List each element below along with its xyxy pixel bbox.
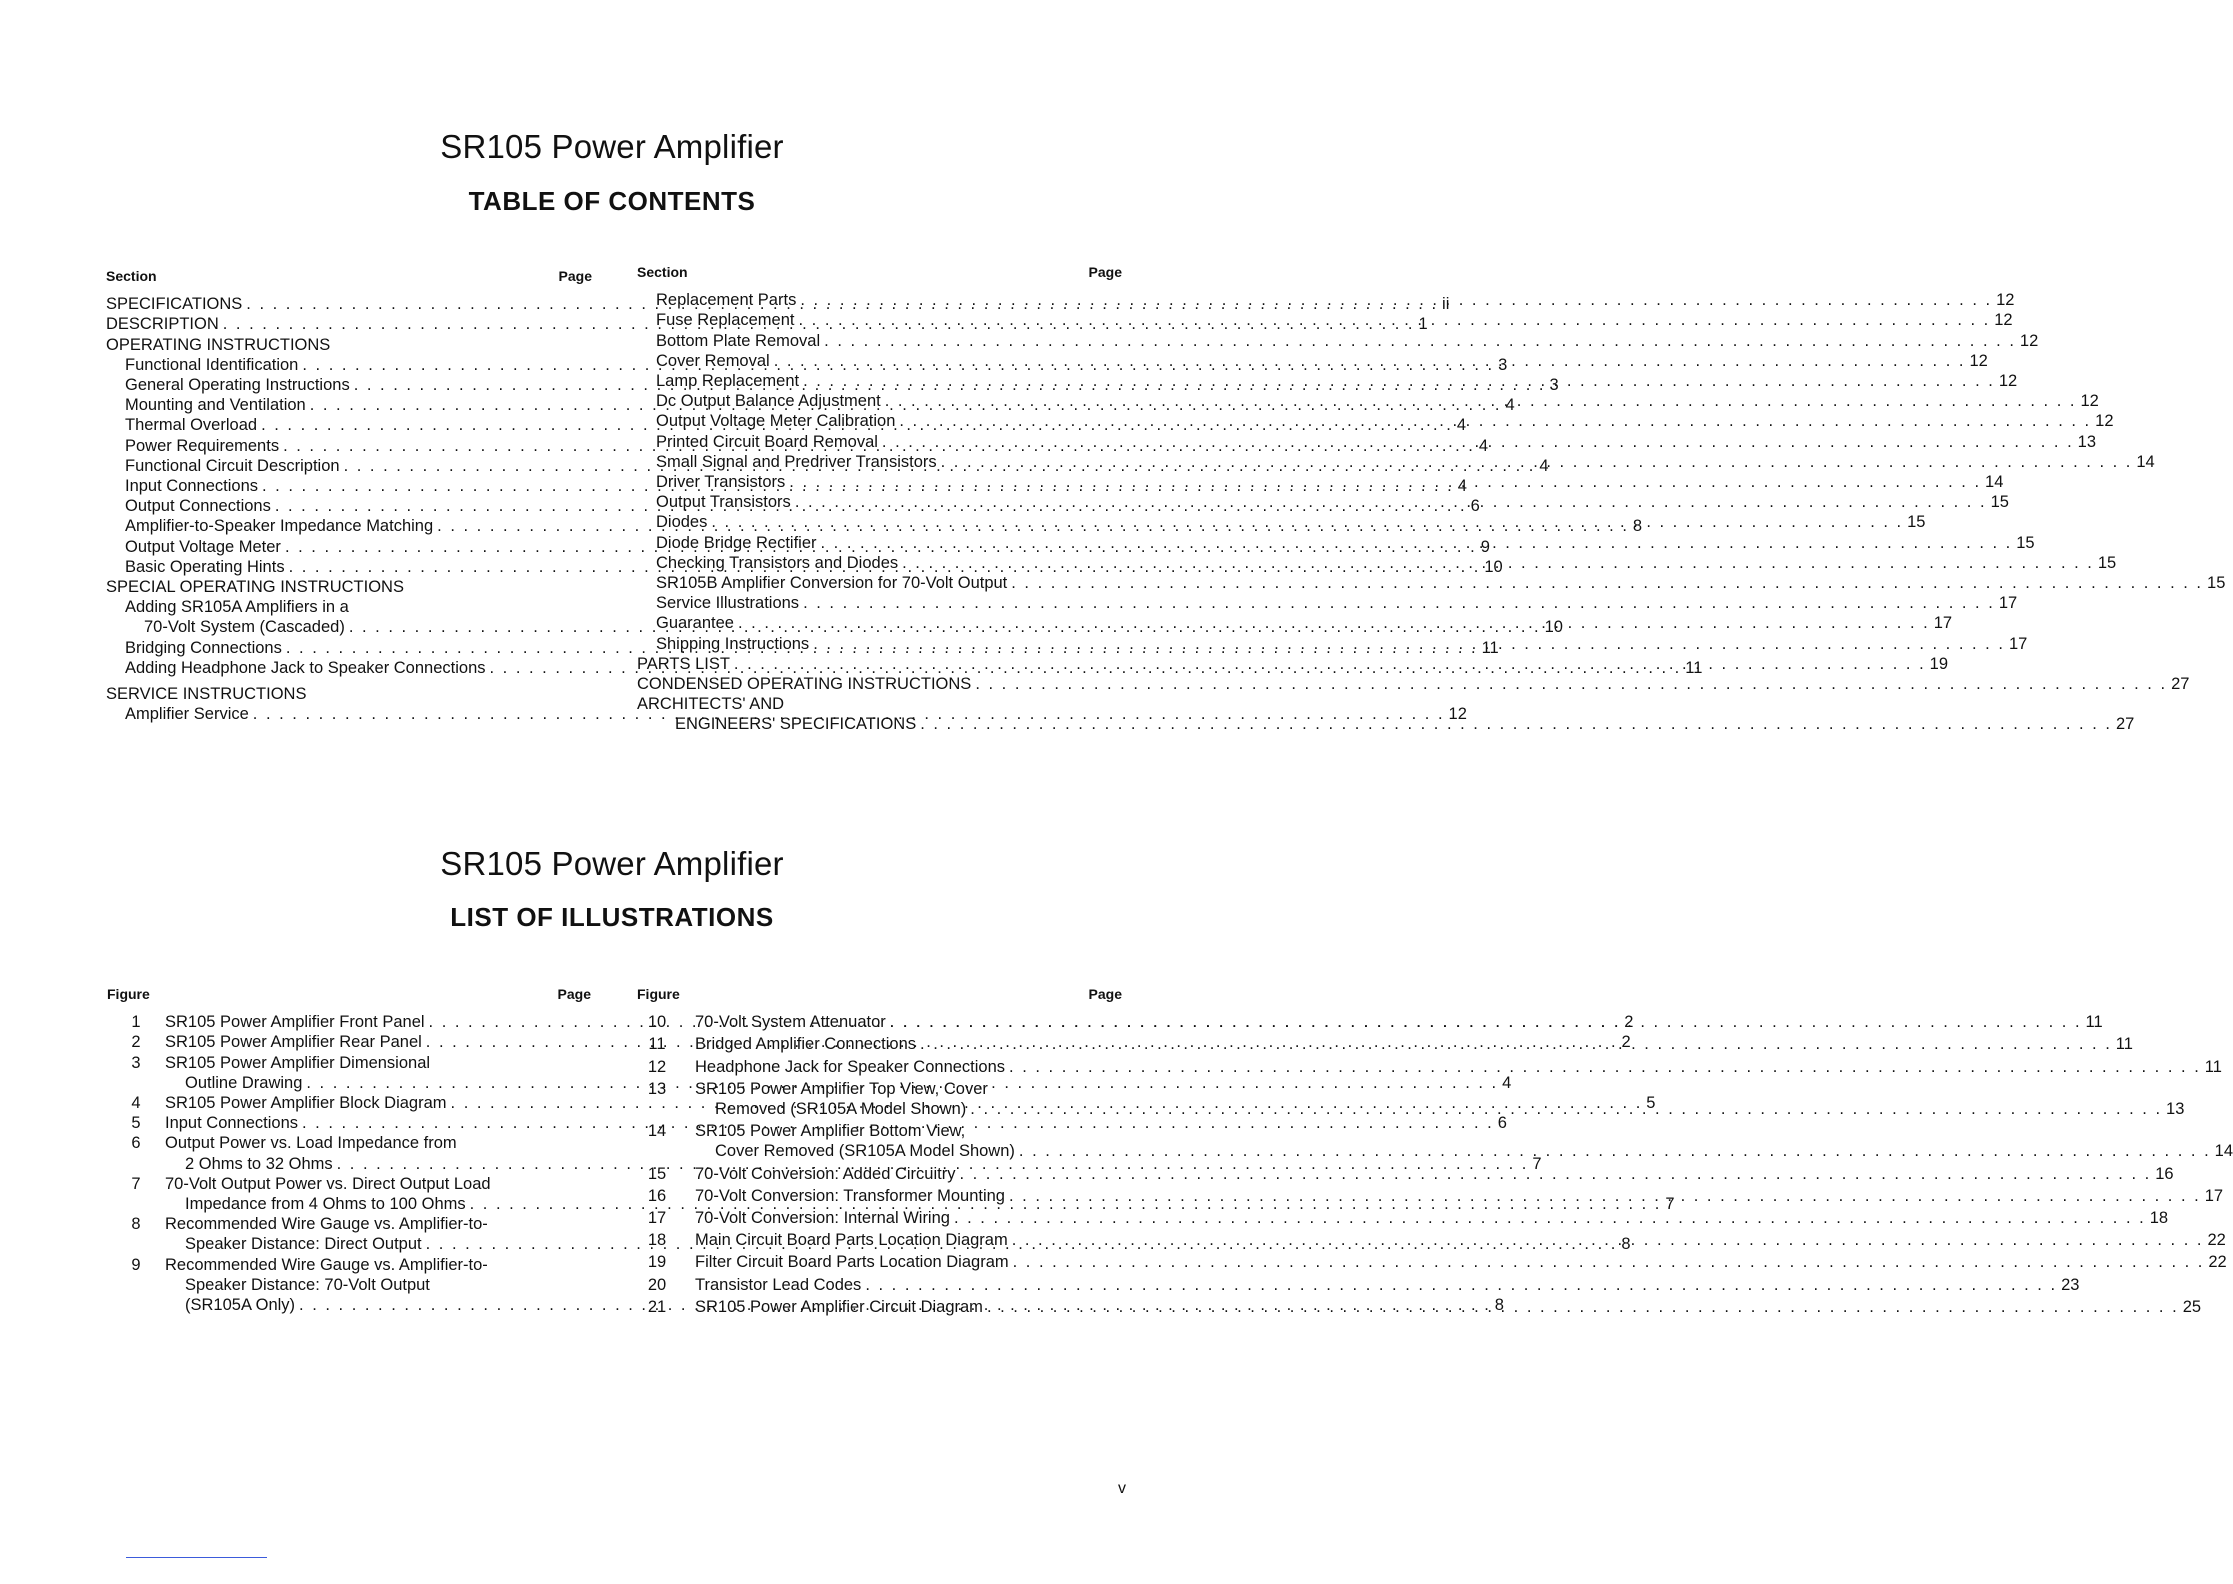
figure-page: 23 [2061,1275,2080,1294]
toc-entry: Output Voltage Meter . . . 9 [106,537,592,557]
figure-page: 11 [2085,1013,2103,1032]
figure-number: 17 [647,1209,667,1228]
figure-column-label: Figure [107,986,150,1002]
loi-title: SR105 Power Amplifier [440,845,784,882]
toc-entry: Input Connections . . . 4 [106,476,592,496]
figure-page: 8 [1494,1296,1504,1315]
figure-caption-line: 70-Volt Conversion: Added Circuitry . . . 16 [695,1164,2174,1184]
toc-entry: Mounting and Ventilation . . . 4 [106,395,592,415]
toc-entry: Service Illustrations . . . 17 [637,593,1122,613]
toc-entry: Thermal Overload . . . 4 [106,415,592,435]
figure-page: 13 [2166,1100,2185,1119]
figure-caption-line: SR105 Power Amplifier Bottom View, [695,1122,966,1141]
figure-page: 6 [1497,1114,1507,1133]
toc-entry: Bridging Connections . . . 11 [106,638,592,658]
toc-entry: Diodes . . . 15 [637,512,1122,532]
figure-page: 2 [1624,1013,1634,1032]
figure-page: 18 [2149,1209,2169,1228]
figure-page: 17 [2204,1186,2224,1205]
figure-page: 5 [1646,1094,1656,1113]
figure-entry [637,1186,2224,1206]
figure-list-right-header [637,984,1122,1004]
figure-page: 7 [1665,1195,1675,1214]
figure-number: 8 [131,1215,141,1234]
figure-number: 21 [647,1297,667,1316]
loi-subtitle: LIST OF ILLUSTRATIONS [450,902,774,932]
figure-caption-line: Output Power vs. Load Impedance from [165,1134,457,1153]
figure-caption-line: Recommended Wire Gauge vs. Amplifier-to- [165,1255,488,1274]
toc-title: SR105 Power Amplifier [440,128,784,165]
figure-number: 1 [131,1013,141,1032]
figure-caption-line: SR105 Power Amplifier Dimensional [165,1053,431,1072]
toc-entry: Fuse Replacement . . . 12 [637,310,1122,330]
figure-caption-line: Headphone Jack for Speaker Connections . . . 11 [695,1057,2222,1077]
toc-entry: Cover Removal . . . 12 [637,351,1122,371]
figure-number: 13 [647,1079,667,1098]
figure-list-left-header [107,984,591,1004]
toc-entry: ENGINEERS' SPECIFICATIONS . . . 27 [637,714,1122,734]
figure-caption-line: Impedance from 4 Ohms to 100 Ohms . . . 7 [165,1194,1675,1214]
toc-entry: Amplifier-to-Speaker Impedance Matching . . . 8 [106,516,592,536]
toc-entry: Basic Operating Hints . . . 10 [106,557,592,577]
figure-number: 20 [647,1275,667,1294]
toc-entry: SR105B Amplifier Conversion for 70-Volt Output . . . 15 [637,573,1122,593]
toc-entry: Output Connections . . . 6 [106,496,592,516]
figure-page: 22 [2208,1253,2227,1272]
figure-caption-line: Speaker Distance: Direct Output . . . 8 [165,1234,1631,1254]
toc-entry: Dc Output Balance Adjustment . . . 12 [637,391,1122,411]
figure-caption-line: Transistor Lead Codes . . . 23 [695,1275,2079,1295]
figure-number: 5 [131,1114,141,1133]
toc-entry: Replacement Parts . . . 12 [637,290,1122,310]
toc-entry: Power Requirements . . . 4 [106,436,592,456]
toc-entry: CONDENSED OPERATING INSTRUCTIONS . . . 27 [637,674,1122,694]
figure-caption-line: Cover Removed (SR105A Model Shown) . . . 14 [695,1141,2233,1161]
figure-caption-line: 2 Ohms to 32 Ohms . . . 7 [165,1154,1542,1174]
figure-number: 15 [647,1164,667,1183]
figure-caption-line: Recommended Wire Gauge vs. Amplifier-to- [165,1215,488,1234]
figure-caption-line: Outline Drawing . . . 4 [165,1073,1511,1093]
figure-number: 2 [131,1033,141,1052]
page-column-label: Page [557,986,591,1002]
figure-caption-line: 70-Volt Output Power vs. Direct Output Load [165,1174,491,1193]
figure-number: 3 [131,1053,141,1072]
toc-entry: Bottom Plate Removal . . . 12 [637,331,1122,351]
figure-number: 10 [647,1013,667,1032]
toc-entry: Lamp Replacement . . . 12 [637,371,1122,391]
toc-entry: Output Voltage Meter Calibration . . . 12 [637,411,1122,431]
page-column-label: Page [558,268,592,284]
figure-caption-line: 70-Volt Conversion: Transformer Mounting . . . 17 [695,1186,2223,1206]
figure-page: 11 [2115,1035,2133,1054]
figure-caption-line: SR105 Power Amplifier Circuit Diagram . . . 25 [695,1297,2201,1317]
toc-entry: Diode Bridge Rectifier . . . 15 [637,533,1122,553]
toc-entry: SPECIFICATIONS . . . ii [106,294,592,314]
figure-caption-line: Filter Circuit Board Parts Location Diagram . . . 22 [695,1252,2227,1272]
page-number: v [1118,1480,1126,1497]
figure-page: 11 [2204,1057,2222,1076]
page-column-label: Page [1088,264,1122,280]
footer-rule [126,1557,267,1558]
figure-caption-line: Bridged Amplifier Connections . . . 11 [695,1034,2133,1054]
toc-entry: Output Transistors . . . 15 [637,492,1122,512]
figure-caption-line: (SR105A Only) . . . 8 [165,1295,1504,1315]
figure-entry [107,1093,1656,1113]
toc-entry: Printed Circuit Board Removal . . . 13 [637,432,1122,452]
figure-number: 9 [131,1255,141,1274]
toc-entry: Shipping Instructions . . . 17 [637,634,1122,654]
figure-page: 25 [2182,1297,2202,1316]
figure-number: 19 [647,1253,667,1272]
toc-entry: DESCRIPTION . . . 1 [106,314,592,334]
toc-section-heading: OPERATING INSTRUCTIONS [106,335,331,354]
section-column-label: Section [106,268,157,284]
section-column-label: Section [637,264,688,280]
figure-caption-line: SR105 Power Amplifier Block Diagram . . . 5 [165,1093,1655,1113]
toc-entry: Checking Transistors and Diodes . . . 15 [637,553,1122,573]
figure-caption-line: 70-Volt Conversion: Internal Wiring . . . 18 [695,1208,2168,1228]
toc-entry: Amplifier Service . . . 12 [106,704,592,724]
toc-entry: 70-Volt System (Cascaded) . . . 10 [106,617,592,637]
figure-number: 16 [647,1186,667,1205]
figure-caption-line: Main Circuit Board Parts Location Diagram . . . 22 [695,1230,2226,1250]
figure-entry [637,1164,2174,1184]
figure-number: 7 [131,1174,141,1193]
figure-caption-line: Removed (SR105A Model Shown) . . . 13 [695,1099,2184,1119]
toc-section-heading: SPECIAL OPERATING INSTRUCTIONS [106,578,404,597]
toc-entry: Functional Circuit Description . . . 4 [106,456,592,476]
figure-entry [637,1057,2222,1077]
page-column-label: Page [1088,986,1122,1002]
figure-page: 7 [1532,1154,1542,1173]
figure-caption-line: SR105 Power Amplifier Rear Panel . . . 2 [165,1032,1631,1052]
figure-caption-line: Input Connections . . . 6 [165,1113,1507,1133]
figure-entry [637,1275,2080,1295]
figure-page: 16 [2155,1164,2174,1183]
figure-page: 2 [1621,1033,1631,1052]
toc-left-header [106,266,592,286]
toc-right-header [637,262,1122,282]
toc-entry: Small Signal and Predriver Transistors . . . 14 [637,452,1122,472]
figure-number: 12 [647,1057,667,1076]
figure-entry [637,1252,2227,1272]
figure-page: 4 [1502,1073,1512,1092]
figure-number: 6 [131,1134,141,1153]
figure-entry [637,1208,2169,1228]
figure-number: 18 [647,1231,667,1250]
toc-entry: Guarantee . . . 17 [637,613,1122,633]
figure-caption-line: Speaker Distance: 70-Volt Output [185,1275,430,1294]
figure-column-label: Figure [637,986,680,1002]
toc-entry: Functional Identification . . . 3 [106,355,592,375]
figure-number: 11 [648,1035,666,1054]
toc-section-heading: ARCHITECTS' AND [637,695,785,714]
toc-entry: Adding SR105A Amplifiers in a [125,598,349,617]
toc-entry: Adding Headphone Jack to Speaker Connections . . . 11 [106,658,592,678]
figure-caption-line: SR105 Power Amplifier Top View, Cover [695,1079,988,1098]
figure-caption-line: SR105 Power Amplifier Front Panel . . . 2 [165,1012,1633,1032]
toc-subtitle: TABLE OF CONTENTS [468,186,756,216]
figure-page: 22 [2207,1231,2226,1250]
toc-entry: General Operating Instructions . . . 3 [106,375,592,395]
figure-page: 8 [1621,1235,1631,1254]
figure-page: 14 [2214,1142,2233,1161]
toc-entry: Driver Transistors . . . 14 [637,472,1122,492]
toc-entry: PARTS LIST . . . 19 [637,654,1122,674]
figure-caption-line: 70-Volt System Attenuator . . . 11 [695,1012,2103,1032]
figure-number: 14 [647,1122,667,1141]
figure-number: 4 [131,1094,141,1113]
figure-entry [637,1121,2233,1161]
toc-section-heading: SERVICE INSTRUCTIONS [106,685,307,704]
